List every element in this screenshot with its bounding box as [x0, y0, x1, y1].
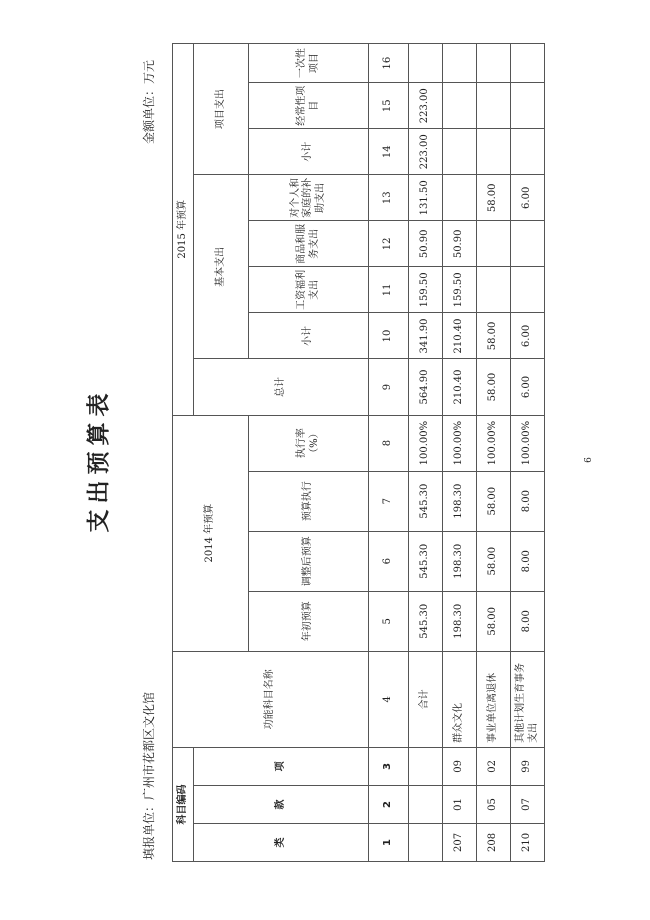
cell-name: 群众文化 — [443, 651, 477, 747]
cell-kuan: 05 — [477, 785, 511, 823]
personal-family-header: 对个人和家庭的补助支出 — [249, 175, 369, 221]
project-expenditure-header: 项目支出 — [194, 44, 249, 175]
one-time-project-header: 一次性项目 — [249, 44, 369, 83]
cell-salary: 159.50 — [443, 267, 477, 313]
year-2014-header: 2014 年预算 — [173, 415, 249, 651]
col-number: 16 — [369, 44, 409, 83]
cell-initial: 198.30 — [443, 591, 477, 651]
total-header: 总计 — [194, 359, 369, 415]
cell-kuan: 07 — [511, 785, 545, 823]
basic-subtotal-header: 小计 — [249, 313, 369, 359]
cell-salary — [477, 267, 511, 313]
cell-name: 合计 — [409, 651, 443, 747]
col-number: 5 — [369, 591, 409, 651]
filler-unit: 填报单位：广州市花都区文化馆 — [142, 691, 156, 860]
cell-goods: 50.90 — [443, 221, 477, 267]
project-subtotal-header: 小计 — [249, 129, 369, 175]
cell-name: 其他计划生育事务支出 — [511, 651, 545, 747]
cell-lei — [409, 823, 443, 861]
cell-project-subtotal — [443, 129, 477, 175]
xiang-header: 项 — [194, 747, 369, 785]
col-number: 14 — [369, 129, 409, 175]
cell-initial: 58.00 — [477, 591, 511, 651]
cell-name: 事业单位离退休 — [477, 651, 511, 747]
cell-personal: 58.00 — [477, 175, 511, 221]
cell-adjusted: 8.00 — [511, 531, 545, 591]
col-number: 15 — [369, 83, 409, 129]
cell-basic-subtotal: 58.00 — [477, 313, 511, 359]
cell-personal — [443, 175, 477, 221]
cell-xiang: 09 — [443, 747, 477, 785]
cell-lei: 208 — [477, 823, 511, 861]
cell-one-time — [511, 44, 545, 83]
table-row — [477, 44, 511, 862]
cell-adjusted: 545.30 — [409, 531, 443, 591]
cell-recurring — [477, 83, 511, 129]
page-title: 支出预算表 — [85, 387, 112, 533]
cell-exec: 545.30 — [409, 471, 443, 531]
cell-total: 58.00 — [477, 359, 511, 415]
cell-project-subtotal — [511, 129, 545, 175]
exec-rate-header: 执行率（%） — [249, 415, 369, 471]
cell-adjusted: 58.00 — [477, 531, 511, 591]
cell-lei: 210 — [511, 823, 545, 861]
cell-kuan — [409, 785, 443, 823]
table-row — [409, 44, 443, 862]
budget-exec-header: 预算执行 — [249, 471, 369, 531]
cell-basic-subtotal: 6.00 — [511, 313, 545, 359]
cell-salary — [511, 267, 545, 313]
col-number: 1 — [369, 823, 409, 861]
cell-project-subtotal — [477, 129, 511, 175]
recurring-project-header: 经常性项目 — [249, 83, 369, 129]
cell-goods — [511, 221, 545, 267]
cell-one-time — [477, 44, 511, 83]
cell-total: 564.90 — [409, 359, 443, 415]
cell-salary: 159.50 — [409, 267, 443, 313]
cell-initial: 8.00 — [511, 591, 545, 651]
year-2015-header: 2015 年预算 — [173, 44, 194, 416]
basic-expenditure-header: 基本支出 — [194, 175, 249, 359]
col-number: 13 — [369, 175, 409, 221]
col-number: 9 — [369, 359, 409, 415]
cell-basic-subtotal: 341.90 — [409, 313, 443, 359]
subject-name-header: 功能科目名称 — [173, 651, 369, 747]
cell-exec: 58.00 — [477, 471, 511, 531]
column-number-row — [369, 44, 409, 862]
col-number: 12 — [369, 221, 409, 267]
table-row — [511, 44, 545, 862]
col-number: 2 — [369, 785, 409, 823]
cell-xiang: 02 — [477, 747, 511, 785]
cell-rate: 100.00% — [443, 415, 477, 471]
col-number: 8 — [369, 415, 409, 471]
subject-code-header: 科目编码 — [173, 747, 194, 861]
salary-welfare-header: 工资福利支出 — [249, 267, 369, 313]
cell-basic-subtotal: 210.40 — [443, 313, 477, 359]
cell-recurring — [443, 83, 477, 129]
cell-rate: 100.00% — [511, 415, 545, 471]
goods-services-header: 商品和服务支出 — [249, 221, 369, 267]
cell-one-time — [409, 44, 443, 83]
cell-initial: 545.30 — [409, 591, 443, 651]
col-number: 4 — [369, 651, 409, 747]
cell-xiang: 99 — [511, 747, 545, 785]
page-number: 6 — [584, 457, 594, 463]
cell-rate: 100.00% — [477, 415, 511, 471]
cell-goods: 50.90 — [409, 221, 443, 267]
col-number: 6 — [369, 531, 409, 591]
cell-one-time — [443, 44, 477, 83]
cell-kuan: 01 — [443, 785, 477, 823]
col-number: 7 — [369, 471, 409, 531]
cell-xiang — [409, 747, 443, 785]
cell-recurring: 223.00 — [409, 83, 443, 129]
cell-personal: 131.50 — [409, 175, 443, 221]
cell-total: 6.00 — [511, 359, 545, 415]
cell-total: 210.40 — [443, 359, 477, 415]
col-number: 11 — [369, 267, 409, 313]
cell-exec: 198.30 — [443, 471, 477, 531]
adjusted-budget-header: 调整后预算 — [249, 531, 369, 591]
cell-lei: 207 — [443, 823, 477, 861]
cell-goods — [477, 221, 511, 267]
col-number: 10 — [369, 313, 409, 359]
kuan-header: 款 — [194, 785, 369, 823]
cell-personal: 6.00 — [511, 175, 545, 221]
amount-unit: 金额单位：万元 — [142, 60, 156, 145]
lei-header: 类 — [194, 823, 369, 861]
budget-table — [172, 43, 545, 862]
table-row — [443, 44, 477, 862]
cell-recurring — [511, 83, 545, 129]
cell-project-subtotal: 223.00 — [409, 129, 443, 175]
initial-budget-header: 年初预算 — [249, 591, 369, 651]
col-number: 3 — [369, 747, 409, 785]
cell-rate: 100.00% — [409, 415, 443, 471]
cell-adjusted: 198.30 — [443, 531, 477, 591]
cell-exec: 8.00 — [511, 471, 545, 531]
